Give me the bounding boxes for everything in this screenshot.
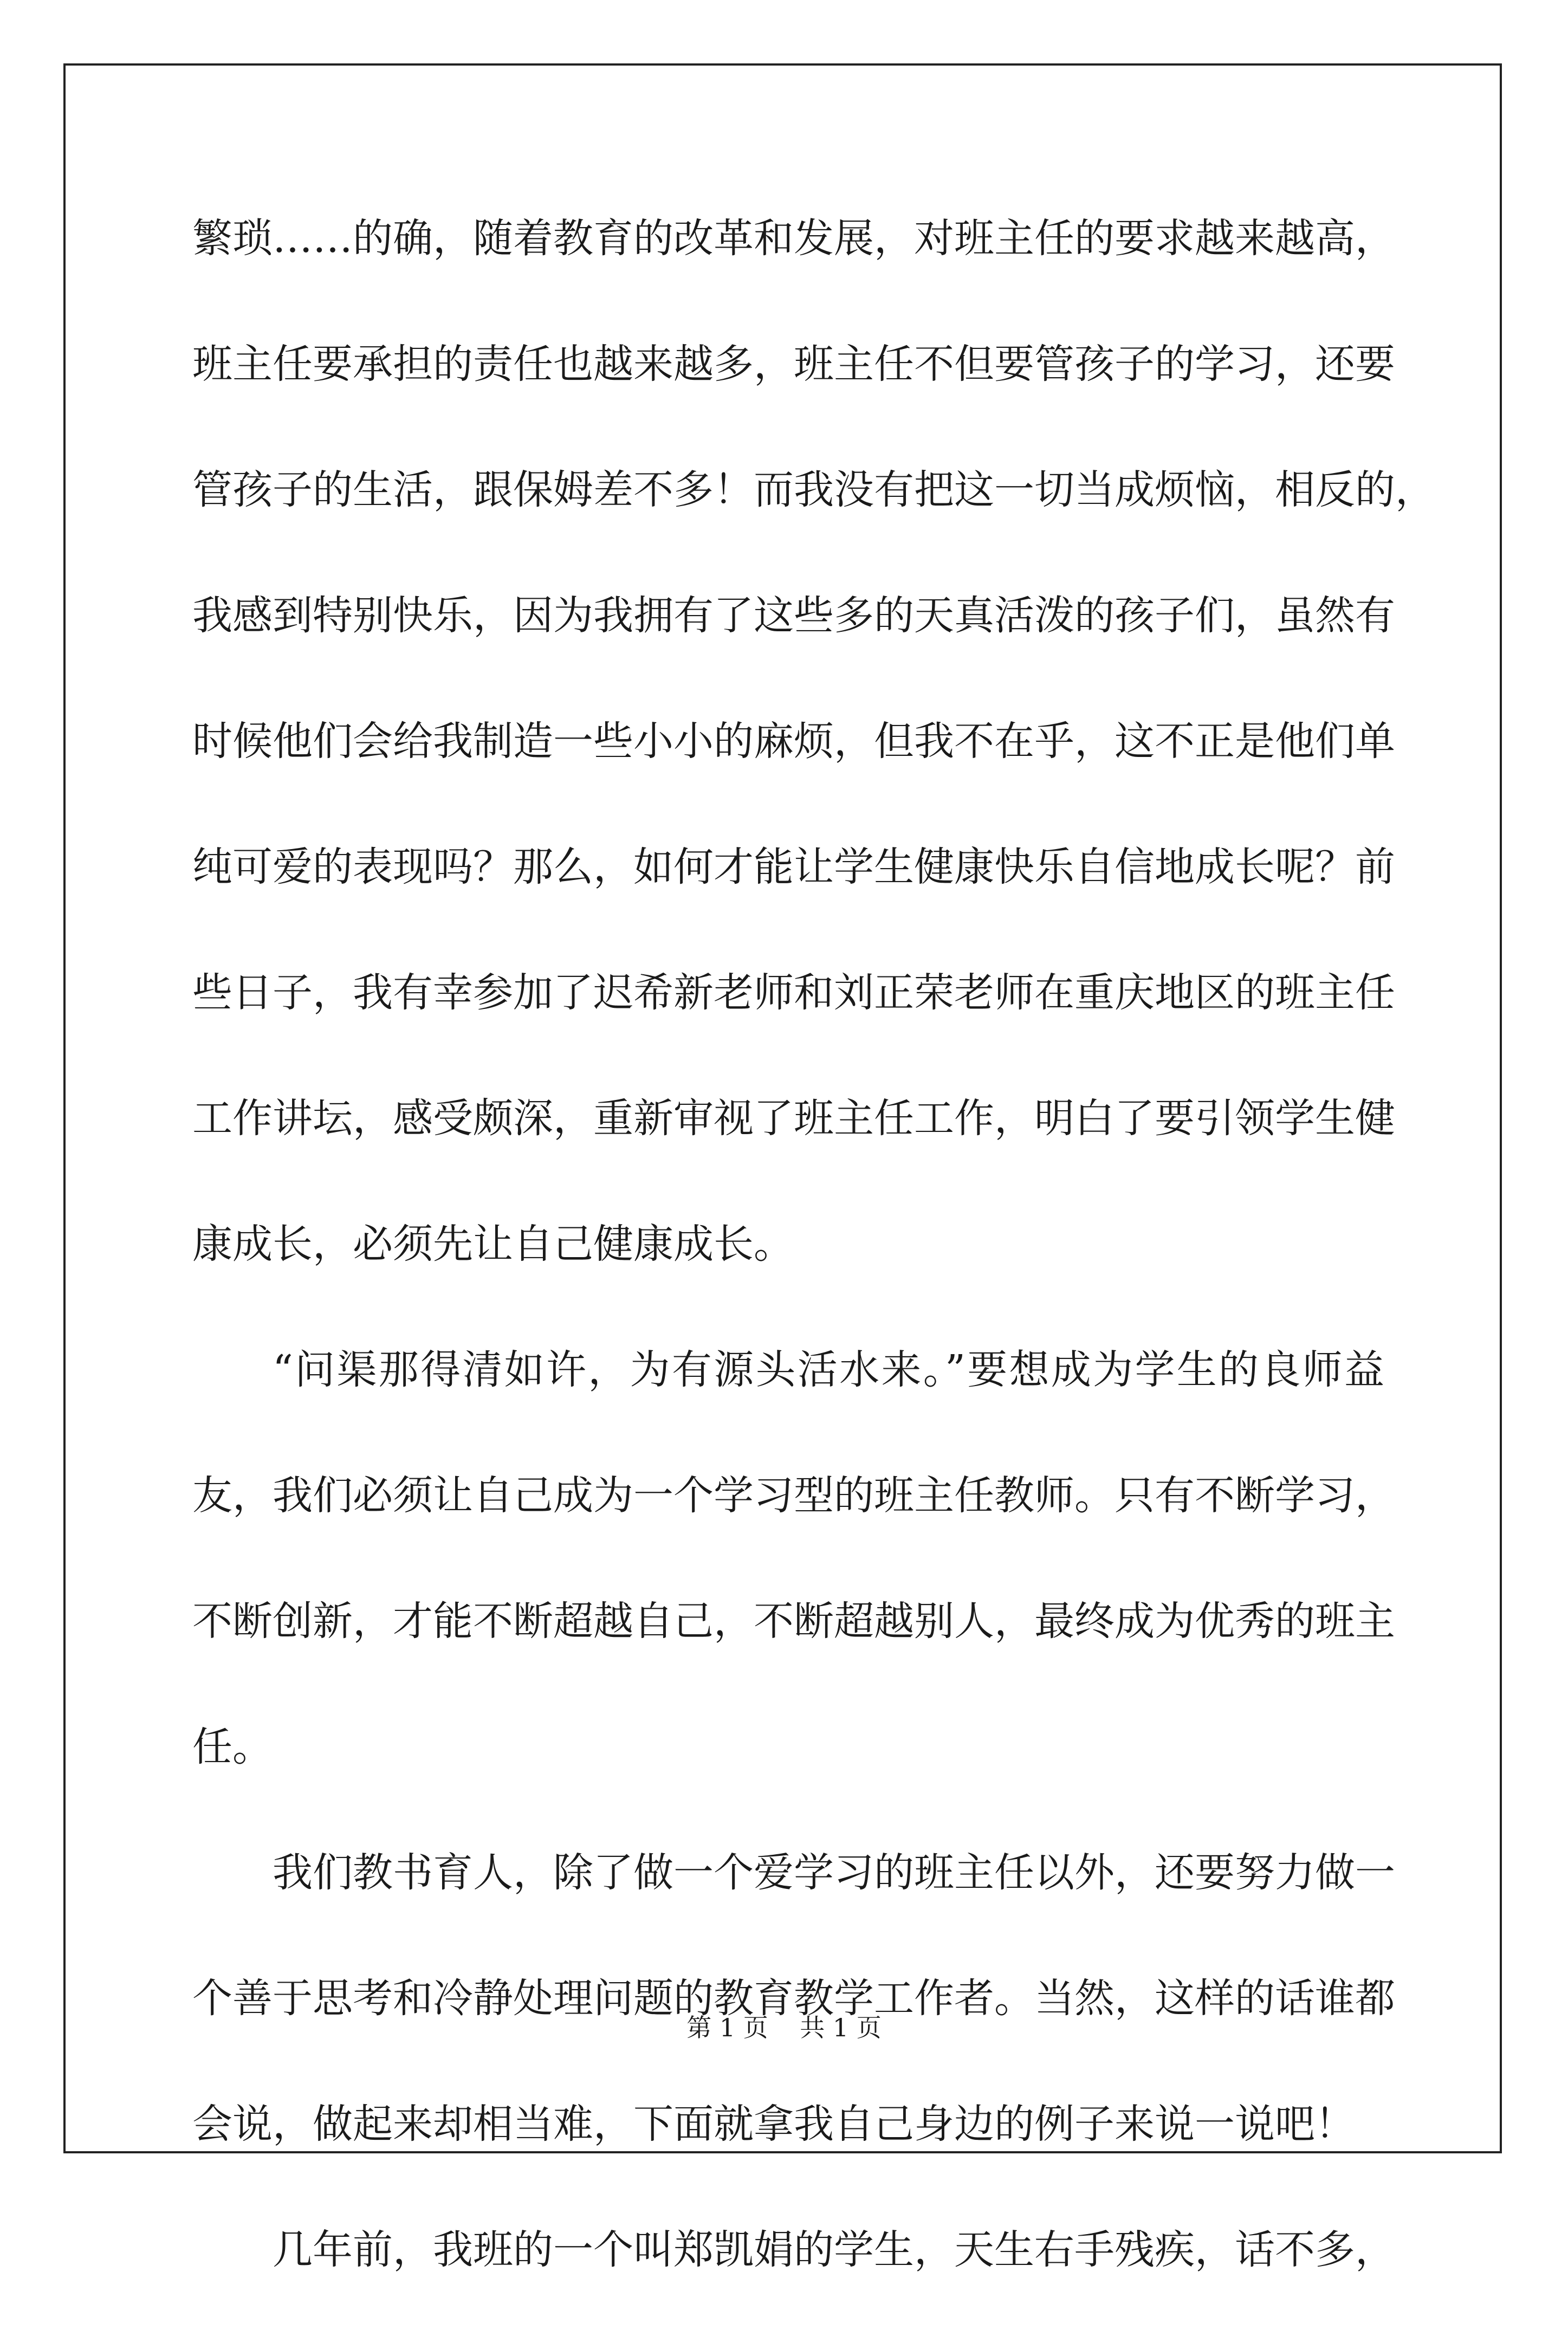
text-line: 康成长，必须先让自己健康成长。	[192, 1221, 794, 1267]
text-line: 个善于思考和冷静处理问题的教育教学工作者。当然，这样的话谁都	[192, 1975, 1395, 2022]
page-number-footer: 第 1 页 共 1 页	[686, 2013, 882, 2042]
text-line: 管孩子的生活，跟保姆差不多！而我没有把这一切当成烦恼，相反的，	[192, 467, 1435, 513]
text-line: “问渠那得清如许，为有源头活水来。”要想成为学生的良师益	[273, 1347, 1384, 1393]
text-line: 我感到特别快乐，因为我拥有了这些多的天真活泼的孩子们，虽然有	[192, 592, 1395, 639]
text-line: 纯可爱的表现吗？那么，如何才能让学生健康快乐自信地成长呢？前	[192, 844, 1395, 890]
text-line: 不断创新，才能不断超越自己，不断超越别人，最终成为优秀的班主	[192, 1598, 1395, 1645]
text-line: 友，我们必须让自己成为一个学习型的班主任教师。只有不断学习，	[192, 1472, 1395, 1519]
text-line: 几年前，我班的一个叫郑凯娟的学生，天生右手残疾，话不多，	[273, 2227, 1395, 2273]
text-line: 会说，做起来却相当难，下面就拿我自己身边的例子来说一说吧！	[192, 2101, 1355, 2147]
text-line: 我们教书育人，除了做一个爱学习的班主任以外，还要努力做一	[273, 1849, 1395, 1896]
text-line: 繁琐……的确，随着教育的改革和发展，对班主任的要求越来越高，	[192, 215, 1395, 262]
text-line: 任。	[192, 1724, 273, 1770]
text-line: 工作讲坛，感受颇深，重新审视了班主任工作，明白了要引领学生健	[192, 1095, 1395, 1142]
text-line: 时候他们会给我制造一些小小的麻烦，但我不在乎，这不正是他们单	[192, 718, 1395, 765]
text-line: 班主任要承担的责任也越来越多，班主任不但要管孩子的学习，还要	[192, 341, 1395, 387]
text-line: 些日子，我有幸参加了迟希新老师和刘正荣老师在重庆地区的班主任	[192, 969, 1395, 1016]
